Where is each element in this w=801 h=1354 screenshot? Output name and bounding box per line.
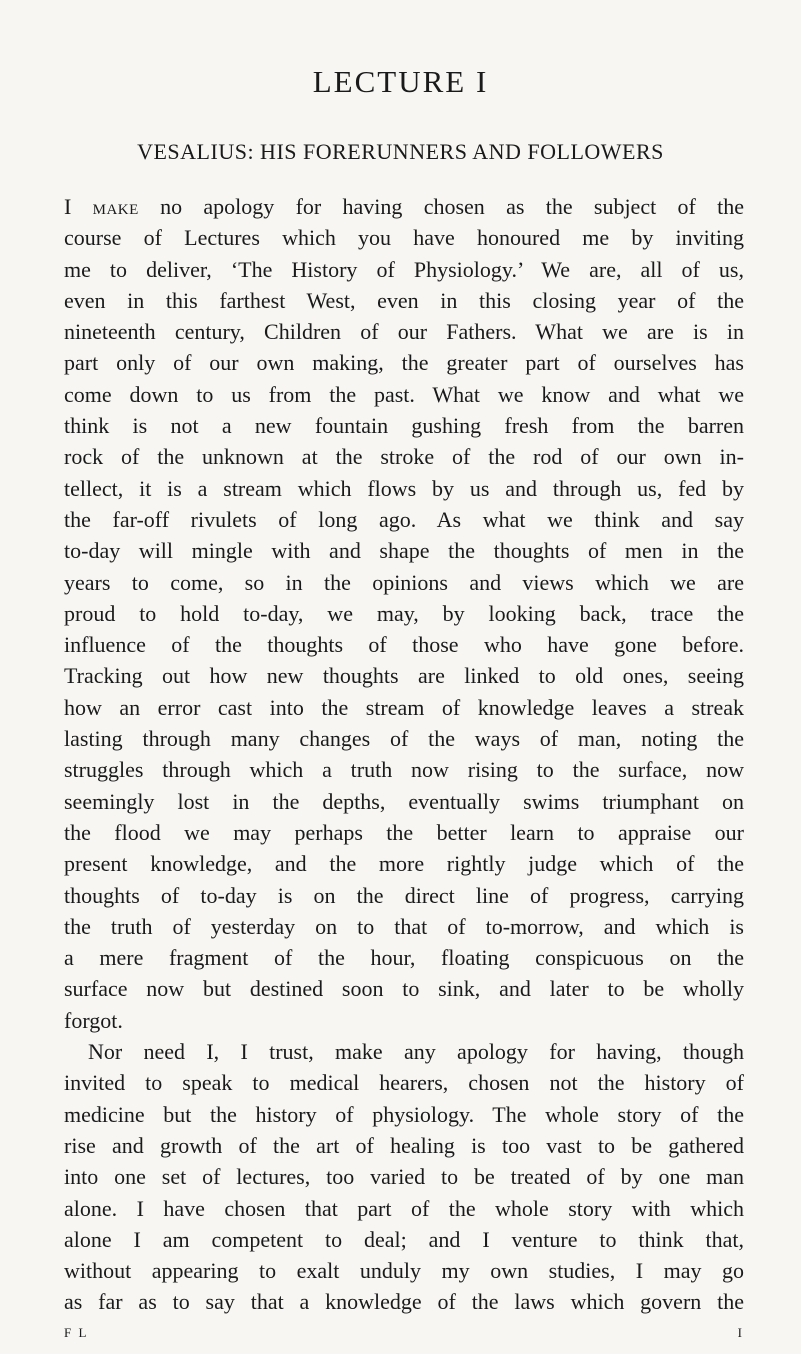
text-line: tellect, it is a stream which flows by us and through us, fed by bbox=[64, 475, 744, 501]
text-line: proud to hold to-day, we may, by looking back, trace the bbox=[64, 600, 744, 626]
text-line bbox=[64, 191, 744, 222]
text-line: how an error cast into the stream of knowledge leaves a streak bbox=[64, 694, 744, 720]
text-line: rise and growth of the art of healing is too vast to be gathered bbox=[64, 1132, 744, 1158]
text-line: surface now but destined soon to sink, and later to be wholly bbox=[64, 976, 744, 1002]
text-line: lasting through many changes of the ways of man, noting the bbox=[64, 726, 744, 752]
text-line: years to come, so in the opinions and views which we are bbox=[64, 569, 744, 595]
text-line: medicine but the history of physiology. The whole story of the bbox=[64, 1101, 744, 1127]
opening-word-initial: I bbox=[64, 194, 93, 219]
opening-line-rest: no apology for having chosen as the subject of the bbox=[138, 194, 744, 219]
text-line: influence of the thoughts of those who have gone before. bbox=[64, 632, 744, 658]
text-line: the far-off rivulets of long ago. As what we think and say bbox=[64, 506, 744, 532]
text-line: even in this farthest West, even in this closing year of the bbox=[64, 287, 744, 313]
text-line: Tracking out how new thoughts are linked to old ones, seeing bbox=[64, 663, 744, 689]
text-line: a mere fragment of the hour, floating conspicuous on the bbox=[64, 945, 744, 971]
text-line: nineteenth century, Children of our Fathers. What we are is in bbox=[64, 319, 744, 345]
text-line: course of Lectures which you have honoured me by inviting bbox=[64, 225, 744, 251]
text-line: part only of our own making, the greater part of ourselves has bbox=[64, 350, 744, 376]
paragraph-start-line: Nor need I, I trust, make any apology for having, though bbox=[88, 1039, 744, 1065]
opening-word-smallcaps: make bbox=[92, 194, 139, 219]
text-line: present knowledge, and the more rightly judge which of the bbox=[64, 851, 744, 877]
signature-number: I bbox=[737, 1325, 744, 1340]
text-line: seemingly lost in the depths, eventually swims triumphant on bbox=[64, 788, 744, 814]
text-line: into one set of lectures, too varied to be treated of by one man bbox=[64, 1164, 744, 1190]
text-line: alone I am competent to deal; and I venture to think that, bbox=[64, 1226, 744, 1252]
chapter-heading: VESALIUS: HIS FORERUNNERS AND FOLLOWERS bbox=[137, 139, 664, 164]
text-line: think is not a new fountain gushing fresh from the barren bbox=[64, 413, 744, 439]
text-line: me to deliver, ‘The History of Physiology.’ We are, all of us, bbox=[64, 256, 744, 282]
text-line: without appearing to exalt unduly my own studies, I may go bbox=[64, 1258, 744, 1284]
text-line: the flood we may perhaps the better learn to appraise our bbox=[64, 819, 744, 845]
text-line: the truth of yesterday on to that of to-morrow, and which is bbox=[64, 913, 744, 939]
text-line: to-day will mingle with and shape the thoughts of men in the bbox=[64, 538, 744, 564]
text-line: thoughts of to-day is on the direct line of progress, carrying bbox=[64, 882, 744, 908]
paragraph-end-line: forgot. bbox=[64, 1007, 123, 1033]
signature-mark: F L bbox=[64, 1325, 89, 1340]
lecture-title: LECTURE I bbox=[312, 64, 489, 99]
text-line: struggles through which a truth now rising to the surface, now bbox=[64, 757, 744, 783]
text-line: rock of the unknown at the stroke of the rod of our own in- bbox=[64, 444, 744, 470]
text-line: invited to speak to medical hearers, chosen not the history of bbox=[64, 1070, 744, 1096]
body-text bbox=[64, 191, 744, 1318]
text-line: come down to us from the past. What we know and what we bbox=[64, 381, 744, 407]
text-line: alone. I have chosen that part of the whole story with which bbox=[64, 1195, 744, 1221]
page-footer bbox=[64, 1325, 744, 1343]
text-line: as far as to say that a knowledge of the laws which govern the bbox=[64, 1289, 744, 1315]
